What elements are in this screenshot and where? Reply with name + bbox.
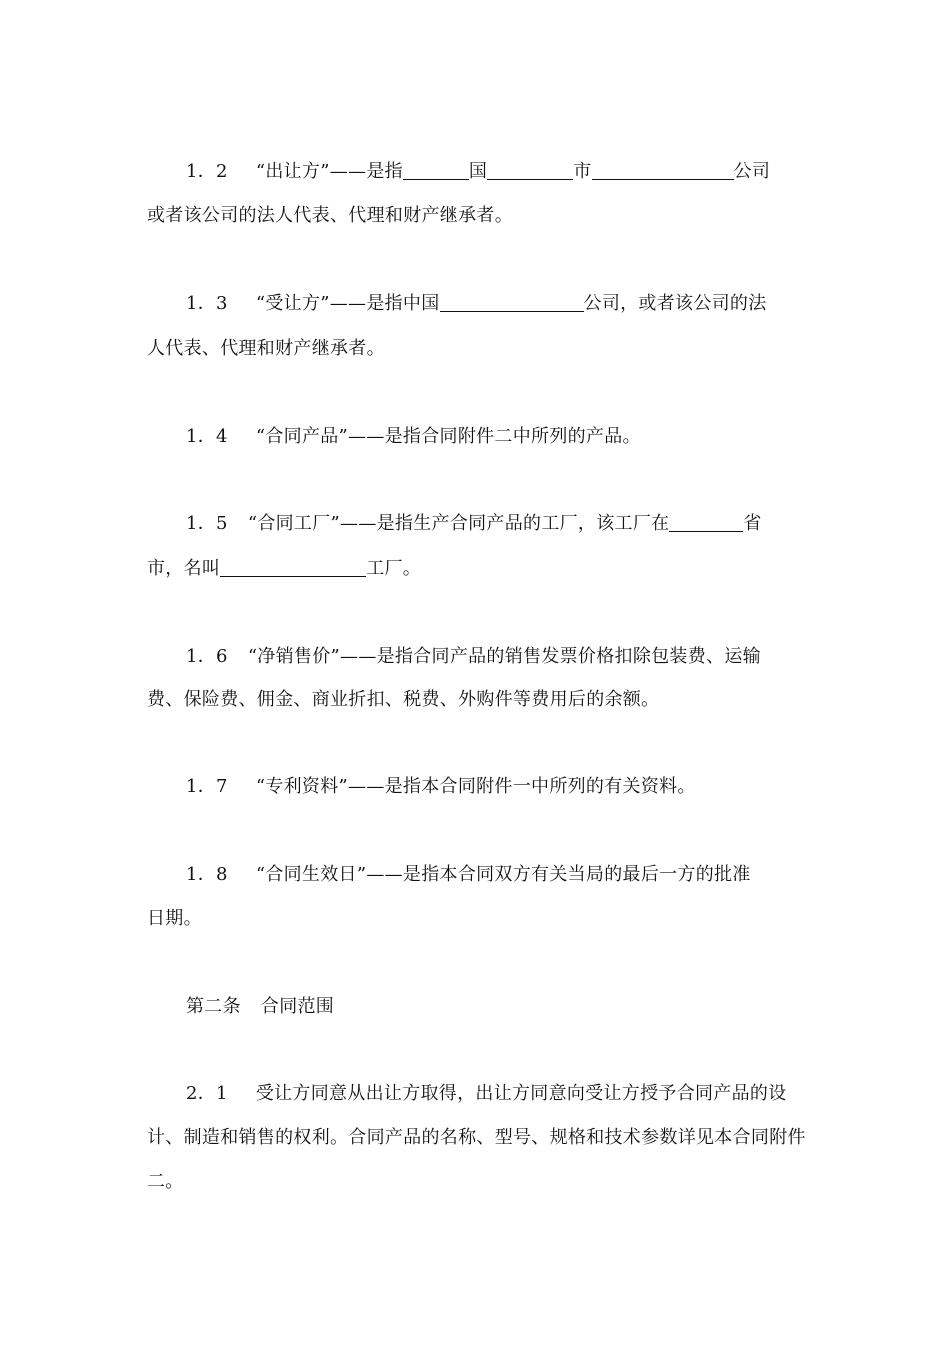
clause-1-7-line-1 bbox=[186, 775, 808, 799]
clause-text: 受让方同意从出让方取得，出让方同意向受让方授予合同产品的设 bbox=[255, 1083, 787, 1104]
clause-1-6-line-1 bbox=[186, 645, 808, 669]
clause-1-2-line-2: 或者该公司的法人代表、代理和财产继承者。 bbox=[147, 205, 513, 226]
clause-1-8-line-1 bbox=[186, 863, 808, 887]
blank-country[interactable] bbox=[403, 161, 469, 180]
clause-2-1-line-2: 计、制造和销售的权利。合同产品的名称、型号、规格和技术参数详见本合同附件 bbox=[147, 1127, 806, 1148]
clause-1-3-line-1 bbox=[186, 292, 808, 316]
clause-text: 省 bbox=[743, 513, 762, 534]
clause-1-5-line-2 bbox=[147, 557, 807, 581]
article-name: 合同范围 bbox=[260, 996, 335, 1017]
clause-1-5-line-1 bbox=[186, 512, 808, 536]
clause-text: “合同生效日”——是指本合同双方有关当局的最后一方的批准 bbox=[255, 864, 751, 885]
article-2-heading bbox=[186, 995, 808, 1019]
clause-text: “专利资料”——是指本合同附件一中所列的有关资料。 bbox=[255, 776, 696, 797]
clause-number: 1．5 bbox=[186, 513, 228, 534]
blank-province[interactable] bbox=[669, 513, 743, 532]
clause-number: 1．4 bbox=[186, 426, 228, 447]
clause-1-6-line-2: 费、保险费、佣金、商业折扣、税费、外购件等费用后的余额。 bbox=[147, 689, 660, 710]
clause-2-1-line-3: 二。 bbox=[147, 1171, 184, 1192]
clause-number: 1．8 bbox=[186, 864, 228, 885]
blank-factory-name[interactable] bbox=[220, 558, 366, 577]
clause-number: 2．1 bbox=[186, 1083, 228, 1104]
clause-1-4-line-1 bbox=[186, 425, 808, 449]
blank-city[interactable] bbox=[487, 161, 573, 180]
clause-text: 公司，或者该公司的法 bbox=[583, 293, 767, 314]
clause-number: 1．7 bbox=[186, 776, 228, 797]
clause-text: “合同产品”——是指合同附件二中所列的产品。 bbox=[255, 426, 641, 447]
clause-1-2-line-1 bbox=[186, 160, 808, 184]
clause-text: “受让方”——是指中国 bbox=[255, 293, 440, 314]
clause-text: 公司 bbox=[733, 161, 771, 182]
clause-text: “出让方”——是指 bbox=[255, 161, 403, 182]
clause-text: “合同工厂”——是指生产合同产品的工厂，该工厂在 bbox=[247, 513, 670, 534]
article-title: 第二条 bbox=[186, 996, 241, 1017]
clause-number: 1．6 bbox=[186, 646, 228, 667]
clause-text: 工厂。 bbox=[366, 558, 422, 579]
clause-text: 市 bbox=[573, 161, 592, 182]
clause-text: “净销售价”——是指合同产品的销售发票价格扣除包装费、运输 bbox=[247, 646, 761, 667]
clause-text: 市，名叫 bbox=[147, 558, 221, 579]
clause-number: 1．3 bbox=[186, 293, 228, 314]
clause-1-8-line-2: 日期。 bbox=[147, 908, 202, 929]
clause-number: 1．2 bbox=[186, 161, 228, 182]
clause-text: 国 bbox=[468, 161, 488, 182]
clause-2-1-line-1 bbox=[186, 1082, 808, 1106]
blank-company[interactable] bbox=[440, 293, 584, 312]
blank-company[interactable] bbox=[592, 161, 734, 180]
clause-1-3-line-2: 人代表、代理和财产继承者。 bbox=[147, 338, 385, 359]
